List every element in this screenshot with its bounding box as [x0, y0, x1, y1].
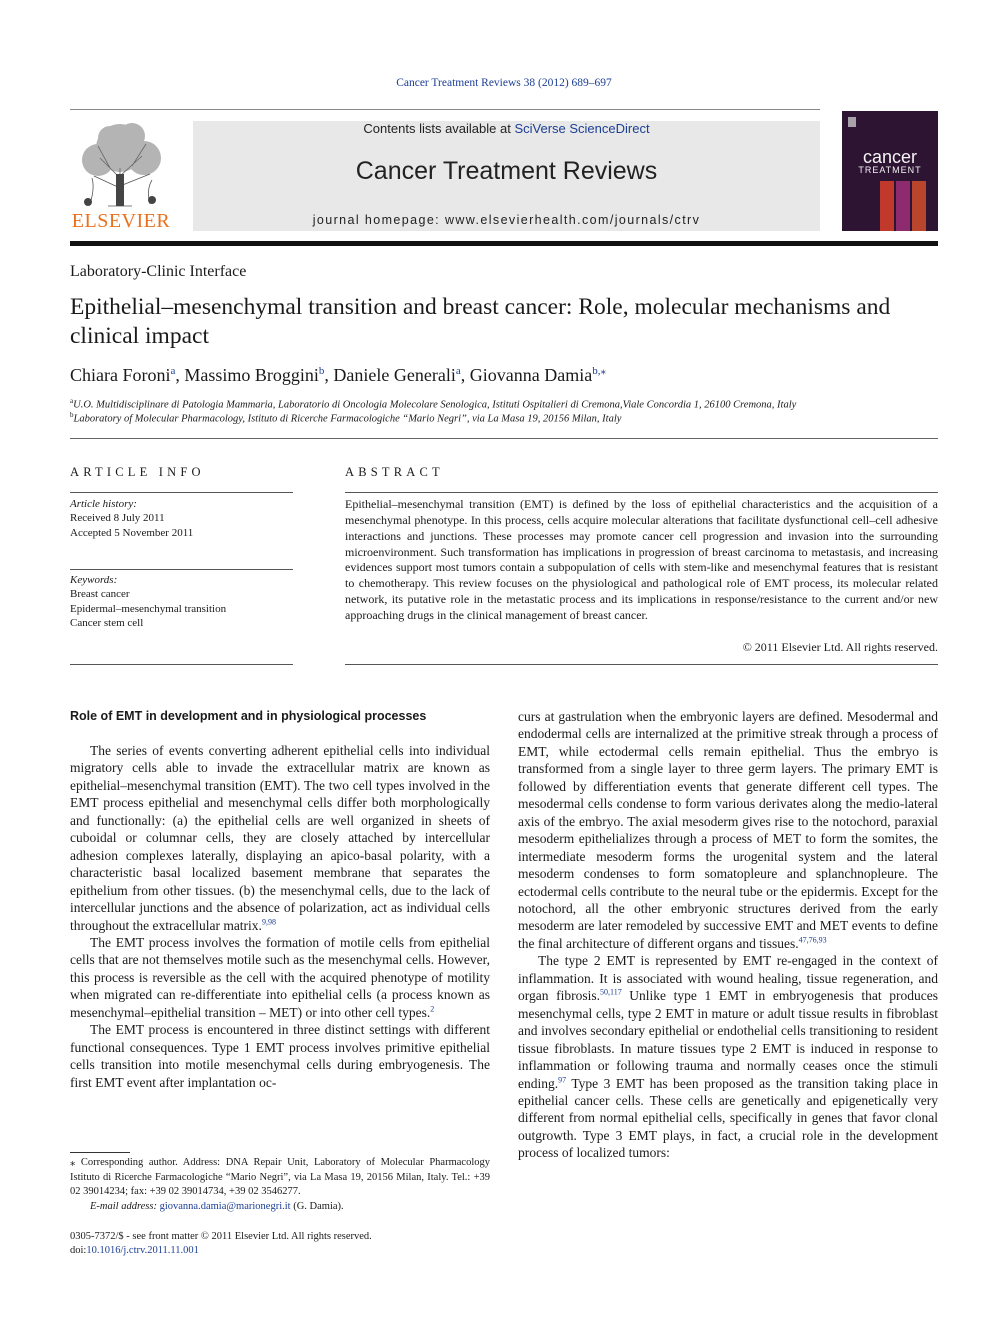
keyword-item: Breast cancer — [70, 588, 130, 601]
homepage-line — [193, 213, 820, 227]
author-separator: , — [175, 365, 185, 385]
article-info-rule — [70, 664, 293, 665]
paragraph-text: The type 2 EMT is represented by EMT re-engaged in the context of inflammation. It is associated with wound healing, tissue regeneration, and organ fibrosis. — [518, 953, 938, 1004]
author-name[interactable]: Chiara Foroni — [70, 365, 171, 385]
corresponding-author-footnote — [70, 1156, 490, 1214]
keyword-item: Epidermal–mesenchymal transition — [70, 602, 227, 615]
title-block-rule — [70, 438, 938, 439]
author-list — [70, 364, 606, 386]
received-date: Received 8 July 2011 — [70, 512, 165, 525]
header-thick-rule — [70, 241, 938, 246]
abstract-rule — [345, 492, 938, 493]
keywords — [70, 573, 293, 630]
email-label: E-mail address: — [90, 1200, 160, 1212]
citation-ref[interactable]: 47,76,93 — [798, 935, 827, 945]
contents-prefix: Contents lists available at — [363, 121, 515, 136]
cover-subtitle-word: TREATMENT — [858, 165, 922, 175]
email-suffix: (G. Damia). — [290, 1200, 344, 1212]
homepage-prefix: journal homepage: — [312, 213, 445, 227]
author-affil-mark[interactable]: a — [170, 365, 176, 377]
footnote-rule — [70, 1152, 130, 1153]
contents-line — [193, 121, 820, 136]
abstract-rule — [345, 664, 938, 665]
paragraph-text: The series of events converting adherent epithelial cells into individual migratory cells able to invade the extracellular matrix are known as epithelial–mesenchymal transition (EMT). The two cell types involved in the EMT process epithelial and mesenchymal cells differ both morphologically and functionally: (a) the epithelial cells are well organized in sheets of cuboidal or columnar cells, they are closely attached by intercellular adhesion complexes laterally, displaying an apico-basal polarity, with a characteristic basal localized basement membrane that separates the epithelium from other tissues. (b) the mesenchymal cells, due to the lack of intercellular junctions and the absence of polarization, act as individual cells throughout the extracellular matrix. — [70, 743, 490, 933]
article-info-heading: ARTICLE INFO — [70, 465, 205, 479]
paragraph-text: curs at gastrulation when the embryonic layers are defined. Mesodermal and endodermal cells are internalized at the primitive streak through a process of EMT, while ectodermal cells remain epithelial. Thus the embryo is transformed from a single layer to three germ layers. The primary EMT is followed by differentiation events that generate different cell types. The mesodermal cells condense to form various derivates along the medio-lateral axis of the embryo. The axial mesoderm gives rise to the notochord, paraxial mesoderm epithelializes through a process of MET to form the somites, the intermediate mesoderm forms the urogenital system and the lateral mesoderm condenses to form somatopleure and splanchnopleure. The ectodermal cells contribute to the neural tube or the epidermis. Except for the notochord, all the other embryonic structures derived from the early mesoderm are later remodeled by successive EMT and MET events to define the final architecture of different organs and tissues. — [518, 709, 938, 951]
journal-cover-thumbnail[interactable] — [842, 111, 938, 231]
keyword-item: Cancer stem cell — [70, 616, 144, 629]
author-name[interactable]: Massimo Broggini — [184, 365, 319, 385]
header-rule — [70, 109, 820, 110]
body-paragraph — [518, 708, 938, 952]
issn-block — [70, 1230, 372, 1258]
paragraph-text: The EMT process involves the formation of motile cells from epithelial cells that are not themselves motile such as the mesenchymal cells. However, this process is reversible as the cell with the acquired phenotype of motility when migrated can re-differentiate into epithelial cells (a process known as mesenchymal–epithelial transition – MET) or into other cell types. — [70, 934, 490, 1020]
body-column-left — [70, 708, 490, 1091]
author-name[interactable]: Giovanna Damia — [469, 365, 593, 385]
footnote-text: ⁎ Corresponding author. Address: DNA Repair Unit, Laboratory of Molecular Pharmacology Istituto di Ricerche Farmacologiche “Mario Negri”, via La Masa 19, 20156 Milan, Italy. Tel.: +39 02 39014234; fax: +39 02 39014734, +39 02 3546277. — [70, 1157, 490, 1197]
author-email-link[interactable]: giovanna.damia@marionegri.it — [159, 1200, 291, 1212]
abstract-copyright: © 2011 Elsevier Ltd. All rights reserved. — [742, 640, 938, 654]
citation-ref[interactable]: 50,117 — [599, 987, 622, 997]
accepted-date: Accepted 5 November 2011 — [70, 526, 194, 539]
history-label: Article history: — [70, 498, 137, 510]
abstract-heading: ABSTRACT — [345, 465, 444, 479]
body-paragraph — [70, 934, 490, 1021]
keywords-label: Keywords: — [70, 574, 118, 586]
affiliation-text: U.O. Multidisciplinare di Patologia Mammaria, Laboratorio di Oncologia Molecolare Senologica, Istituti Ospitalieri di Cremona,Viale Concordia 1, 26100 Cremona, Italy — [73, 399, 797, 411]
homepage-url[interactable]: www.elsevierhealth.com/journals/ctrv — [444, 213, 701, 227]
abstract-text: Epithelial–mesenchymal transition (EMT) is defined by the loss of epithelial characteristics and the acquisition of a mesenchymal phenotype. In this process, cells acquire molecular alterations that facilitate dysfunctional cell–cell adhesive interactions and junctions. These processes may promote cancer cell progression and invasion into the surrounding microenvironment. Such transformation has implications in progression of breast carcinoma to metastasis, and increasing evidences support most tumors contain a subpopulation of cells with stem-like and mesenchymal features that is resistant to chemotherapy. This review focuses on the physiological and pathological role of EMT process, its molecular related network, its putative role in the metastatic process and its implications in response/resistance to the current and/or new approaching drugs in the clinical management of breast cancer. — [345, 497, 938, 622]
section-heading: Role of EMT in development and in physiological processes — [70, 709, 427, 723]
article-title: Epithelial–mesenchymal transition and breast cancer: Role, molecular mechanisms and clinical impact — [70, 294, 891, 349]
affiliation-b — [70, 411, 621, 425]
affiliation-a — [70, 397, 796, 411]
affiliation-mark: a — [70, 397, 74, 405]
citation-ref[interactable]: 9,98 — [261, 917, 276, 927]
body-paragraph — [70, 1021, 490, 1091]
doi-prefix: doi: — [70, 1245, 87, 1256]
author-name[interactable]: Daniele Generali — [333, 365, 456, 385]
author-affil-mark[interactable]: b — [318, 365, 325, 377]
citation-ref[interactable]: 97 — [558, 1075, 567, 1085]
affiliation-text: Laboratory of Molecular Pharmacology, Istituto di Ricerche Farmacologiche “Mario Negri”, via La Masa 19, 20156 Milan, Italy — [73, 413, 622, 425]
author-separator: , — [324, 365, 334, 385]
cover-title-word: cancer — [862, 147, 918, 167]
author-affil-mark[interactable]: a — [455, 365, 461, 377]
citation-ref[interactable]: 2 — [430, 1004, 435, 1014]
body-column-right — [518, 708, 938, 1162]
body-paragraph — [518, 952, 938, 1161]
article-section-type: Laboratory-Clinic Interface — [70, 263, 247, 280]
article-info-rule — [70, 492, 293, 493]
issn-line: 0305-7372/$ - see front matter © 2011 Elsevier Ltd. All rights reserved. — [70, 1231, 372, 1242]
journal-name: Cancer Treatment Reviews — [355, 157, 658, 185]
paragraph-text: Unlike type 1 EMT in embryogenesis that produces mesenchymal cells, type 2 EMT in mature or adult tissue results in fibroblast and involves secondary epithelial or endothelial cells transitioning to resident tissue fibroblasts. In mature tissues type 2 EMT is induced in response to inflammation or following trauma and normally ceases once the stimuli ending. — [518, 988, 938, 1091]
paragraph-text: Type 3 EMT has been proposed as the transition taking place in epithelial cancer cells. These cells are genetically and epigenetically very different from normal epithelial cells, specifically in genes that favor clonal outgrowth. Type 3 EMT plays, in fact, a crucial role in the development process of localized tumors: — [518, 1075, 938, 1161]
author-affil-mark[interactable]: b,⁎ — [592, 365, 606, 377]
journal-citation[interactable]: Cancer Treatment Reviews 38 (2012) 689–697 — [396, 77, 612, 89]
elsevier-wordmark: ELSEVIER — [71, 210, 171, 232]
paragraph-text: The EMT process is encountered in three distinct settings with different functional consequences. Type 1 EMT process involves primitive epithelial cells transition into motile mesenchymal cells during embryogenesis. The first EMT event after implantation oc- — [70, 1022, 490, 1090]
article-history — [70, 497, 293, 540]
article-info-rule — [70, 569, 293, 570]
doi-link[interactable]: 10.1016/j.ctrv.2011.11.001 — [86, 1245, 199, 1256]
body-paragraph — [70, 742, 490, 934]
sciencedirect-link[interactable]: SciVerse ScienceDirect — [514, 121, 650, 136]
author-separator: , — [460, 365, 470, 385]
affiliation-mark: b — [70, 411, 74, 419]
